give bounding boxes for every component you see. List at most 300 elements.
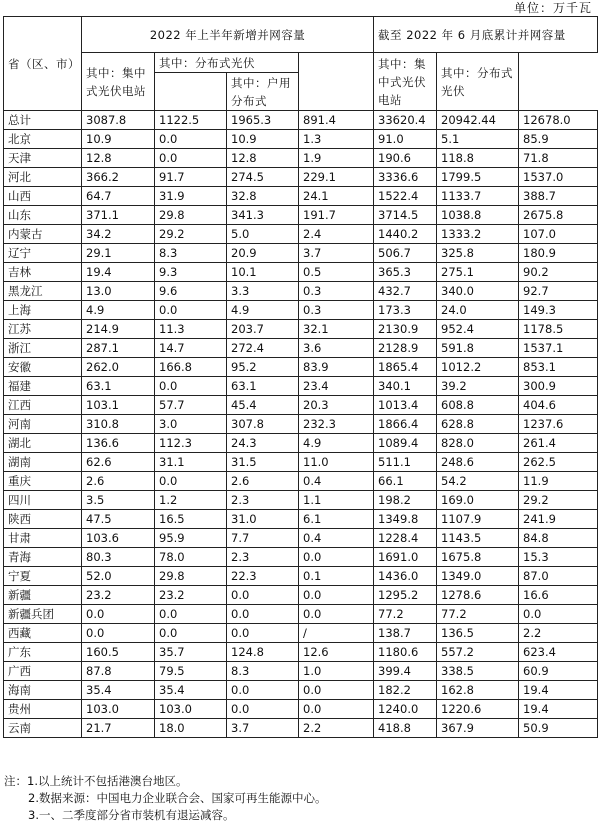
cell-new-household: 2.2 [299, 719, 374, 738]
cell-cum-central: 591.8 [437, 339, 519, 358]
cell-cum-distributed: 16.6 [519, 586, 598, 605]
cell-new-central: 57.7 [155, 396, 227, 415]
cell-province: 福建 [4, 377, 82, 396]
cell-province: 青海 [4, 548, 82, 567]
cell-new-total: 12.8 [82, 149, 155, 168]
cell-new-household: 20.3 [299, 396, 374, 415]
cell-new-central: 0.0 [155, 130, 227, 149]
cell-cum-distributed: 19.4 [519, 700, 598, 719]
cell-new-central: 9.6 [155, 282, 227, 301]
table-row [4, 130, 598, 149]
cell-cum-distributed: 241.9 [519, 510, 598, 529]
cell-new-total: 0.0 [82, 605, 155, 624]
cell-new-household: 83.9 [299, 358, 374, 377]
cell-province: 河北 [4, 168, 82, 187]
header-cum-distributed: 其中：分布式光伏 [437, 53, 519, 111]
cell-new-household: 0.0 [299, 681, 374, 700]
unit-label: 单位：万千瓦 [513, 1, 592, 15]
cell-cum-total: 190.6 [374, 149, 437, 168]
table-row [4, 111, 598, 130]
cell-province: 天津 [4, 149, 82, 168]
table-row [4, 187, 598, 206]
cell-new-household: 0.3 [299, 282, 374, 301]
cell-new-household: 4.9 [299, 434, 374, 453]
cell-new-central: 9.3 [155, 263, 227, 282]
cell-new-household: 1.1 [299, 491, 374, 510]
cell-cum-distributed: 1537.1 [519, 339, 598, 358]
cell-new-household: 0.1 [299, 567, 374, 586]
cell-cum-total: 1691.0 [374, 548, 437, 567]
cell-cum-central: 1133.7 [437, 187, 519, 206]
cell-new-total: 21.7 [82, 719, 155, 738]
table-row [4, 472, 598, 491]
cell-province: 江西 [4, 396, 82, 415]
cell-province: 甘肃 [4, 529, 82, 548]
cell-cum-total: 418.8 [374, 719, 437, 738]
cell-cum-total: 1180.6 [374, 643, 437, 662]
cell-cum-distributed: 1537.0 [519, 168, 598, 187]
table-row [4, 586, 598, 605]
cell-new-distributed: 341.3 [227, 206, 299, 225]
cell-province: 上海 [4, 301, 82, 320]
cell-cum-total: 2128.9 [374, 339, 437, 358]
cell-new-central: 112.3 [155, 434, 227, 453]
cell-province: 江苏 [4, 320, 82, 339]
cell-new-distributed: 1965.3 [227, 111, 299, 130]
cell-cum-total: 506.7 [374, 244, 437, 263]
cell-new-distributed: 307.8 [227, 415, 299, 434]
cell-province: 山西 [4, 187, 82, 206]
table-row [4, 567, 598, 586]
cell-province: 内蒙古 [4, 225, 82, 244]
cell-new-household: 23.4 [299, 377, 374, 396]
cell-new-total: 13.0 [82, 282, 155, 301]
cell-new-distributed: 0.0 [227, 624, 299, 643]
cell-cum-distributed: 29.2 [519, 491, 598, 510]
cell-new-distributed: 31.5 [227, 453, 299, 472]
header-cum-central: 其中：集中式光伏电站 [374, 53, 437, 111]
cell-cum-central: 136.5 [437, 624, 519, 643]
cell-province: 山东 [4, 206, 82, 225]
cell-new-distributed: 0.0 [227, 586, 299, 605]
cell-cum-distributed: 853.1 [519, 358, 598, 377]
cell-new-household: 12.6 [299, 643, 374, 662]
cell-province: 广西 [4, 662, 82, 681]
cell-cum-distributed: 180.9 [519, 244, 598, 263]
cell-new-central: 79.5 [155, 662, 227, 681]
cell-cum-distributed: 50.9 [519, 719, 598, 738]
cell-new-total: 371.1 [82, 206, 155, 225]
table-row [4, 453, 598, 472]
cell-cum-central: 338.5 [437, 662, 519, 681]
cell-new-distributed: 63.1 [227, 377, 299, 396]
cell-cum-distributed: 107.0 [519, 225, 598, 244]
cell-new-total: 0.0 [82, 624, 155, 643]
cell-new-central: 95.9 [155, 529, 227, 548]
cell-cum-central: 275.1 [437, 263, 519, 282]
cell-province: 云南 [4, 719, 82, 738]
cell-new-central: 18.0 [155, 719, 227, 738]
cell-province: 重庆 [4, 472, 82, 491]
footnote-3: 3.一、二季度部分省市装机有退运减容。 [28, 808, 235, 822]
cell-new-total: 103.1 [82, 396, 155, 415]
cell-cum-total: 399.4 [374, 662, 437, 681]
cell-new-central: 1.2 [155, 491, 227, 510]
table-row [4, 396, 598, 415]
cell-new-distributed: 4.9 [227, 301, 299, 320]
cell-cum-total: 173.3 [374, 301, 437, 320]
header-cumulative-capacity: 截至 2022 年 6 月底累计并网容量 [374, 17, 598, 53]
table-row [4, 491, 598, 510]
cell-new-distributed: 24.3 [227, 434, 299, 453]
cell-new-total: 103.0 [82, 700, 155, 719]
table-row [4, 681, 598, 700]
cell-cum-central: 24.0 [437, 301, 519, 320]
cell-new-total: 63.1 [82, 377, 155, 396]
table-row [4, 320, 598, 339]
table-row [4, 282, 598, 301]
cell-province: 陕西 [4, 510, 82, 529]
cell-new-total: 47.5 [82, 510, 155, 529]
cell-new-distributed: 95.2 [227, 358, 299, 377]
cell-new-central: 1122.5 [155, 111, 227, 130]
cell-cum-total: 432.7 [374, 282, 437, 301]
cell-cum-distributed: 0.0 [519, 605, 598, 624]
cell-new-household: 0.4 [299, 529, 374, 548]
cell-new-distributed: 10.9 [227, 130, 299, 149]
cell-new-central: 0.0 [155, 624, 227, 643]
cell-new-total: 10.9 [82, 130, 155, 149]
table-row [4, 168, 598, 187]
header-new-distributed: 其中：分布式光伏 [155, 53, 299, 73]
cell-cum-distributed: 84.8 [519, 529, 598, 548]
footnote-1: 注：1.以上统计不包括港澳台地区。 [4, 774, 188, 788]
cell-cum-total: 1440.2 [374, 225, 437, 244]
table-row [4, 377, 598, 396]
cell-cum-central: 367.9 [437, 719, 519, 738]
table-row [4, 719, 598, 738]
cell-new-total: 287.1 [82, 339, 155, 358]
cell-new-distributed: 3.3 [227, 282, 299, 301]
cell-cum-central: 828.0 [437, 434, 519, 453]
cell-cum-total: 138.7 [374, 624, 437, 643]
cell-new-central: 91.7 [155, 168, 227, 187]
cell-cum-distributed: 87.0 [519, 567, 598, 586]
cell-cum-distributed: 85.9 [519, 130, 598, 149]
cell-new-central: 29.2 [155, 225, 227, 244]
cell-cum-total: 77.2 [374, 605, 437, 624]
table-row [4, 510, 598, 529]
cell-new-total: 103.6 [82, 529, 155, 548]
cell-new-distributed: 20.9 [227, 244, 299, 263]
cell-cum-distributed: 15.3 [519, 548, 598, 567]
cell-new-total: 29.1 [82, 244, 155, 263]
cell-new-central: 78.0 [155, 548, 227, 567]
table-row [4, 244, 598, 263]
cell-new-distributed: 0.0 [227, 700, 299, 719]
cell-cum-central: 162.8 [437, 681, 519, 700]
cell-cum-central: 169.0 [437, 491, 519, 510]
cell-new-central: 3.0 [155, 415, 227, 434]
footnotes [4, 773, 326, 824]
cell-new-household: 232.3 [299, 415, 374, 434]
cell-cum-distributed: 149.3 [519, 301, 598, 320]
cell-cum-total: 1013.4 [374, 396, 437, 415]
cell-cum-total: 1089.4 [374, 434, 437, 453]
cell-cum-distributed: 300.9 [519, 377, 598, 396]
cell-cum-total: 198.2 [374, 491, 437, 510]
cell-new-distributed: 2.6 [227, 472, 299, 491]
cell-new-central: 103.0 [155, 700, 227, 719]
cell-new-total: 64.7 [82, 187, 155, 206]
cell-province: 浙江 [4, 339, 82, 358]
cell-new-central: 29.8 [155, 206, 227, 225]
pv-capacity-table [3, 16, 598, 738]
cell-new-central: 0.0 [155, 472, 227, 491]
cell-new-household: 0.5 [299, 263, 374, 282]
cell-new-central: 0.0 [155, 377, 227, 396]
cell-new-central: 0.0 [155, 301, 227, 320]
cell-new-household: 0.0 [299, 700, 374, 719]
cell-cum-total: 1349.8 [374, 510, 437, 529]
cell-new-household: 3.7 [299, 244, 374, 263]
cell-cum-central: 628.8 [437, 415, 519, 434]
cell-new-distributed: 22.3 [227, 567, 299, 586]
table-row [4, 225, 598, 244]
cell-province: 海南 [4, 681, 82, 700]
cell-new-household: 1.0 [299, 662, 374, 681]
cell-new-distributed: 203.7 [227, 320, 299, 339]
cell-cum-central: 340.0 [437, 282, 519, 301]
cell-new-distributed: 0.0 [227, 681, 299, 700]
cell-cum-central: 1038.8 [437, 206, 519, 225]
cell-new-total: 262.0 [82, 358, 155, 377]
cell-new-total: 52.0 [82, 567, 155, 586]
table-body [4, 111, 598, 738]
cell-cum-central: 5.1 [437, 130, 519, 149]
cell-cum-distributed: 71.8 [519, 149, 598, 168]
cell-new-distributed: 274.5 [227, 168, 299, 187]
cell-cum-total: 1295.2 [374, 586, 437, 605]
cell-cum-total: 1436.0 [374, 567, 437, 586]
cell-new-household: 0.0 [299, 605, 374, 624]
table-row [4, 301, 598, 320]
cell-province: 安徽 [4, 358, 82, 377]
cell-new-total: 62.6 [82, 453, 155, 472]
cell-cum-total: 1865.4 [374, 358, 437, 377]
cell-new-household: 891.4 [299, 111, 374, 130]
table-row [4, 700, 598, 719]
cell-cum-total: 365.3 [374, 263, 437, 282]
cell-cum-total: 3714.5 [374, 206, 437, 225]
cell-cum-total: 2130.9 [374, 320, 437, 339]
table-row [4, 529, 598, 548]
cell-province: 北京 [4, 130, 82, 149]
cell-new-household: 0.4 [299, 472, 374, 491]
cell-new-household: 0.0 [299, 548, 374, 567]
cell-new-total: 23.2 [82, 586, 155, 605]
cell-new-total: 366.2 [82, 168, 155, 187]
cell-province: 黑龙江 [4, 282, 82, 301]
cell-new-household: 2.4 [299, 225, 374, 244]
cell-province: 宁夏 [4, 567, 82, 586]
cell-new-distributed: 3.7 [227, 719, 299, 738]
cell-new-total: 3.5 [82, 491, 155, 510]
cell-new-household: 32.1 [299, 320, 374, 339]
cell-cum-distributed: 19.4 [519, 681, 598, 700]
cell-cum-central: 1278.6 [437, 586, 519, 605]
cell-province: 总计 [4, 111, 82, 130]
cell-cum-central: 54.2 [437, 472, 519, 491]
cell-new-distributed: 7.7 [227, 529, 299, 548]
cell-new-household: / [299, 624, 374, 643]
cell-cum-total: 340.1 [374, 377, 437, 396]
header-blank [155, 73, 227, 111]
table-row [4, 548, 598, 567]
cell-new-central: 166.8 [155, 358, 227, 377]
cell-new-distributed: 0.0 [227, 605, 299, 624]
cell-cum-total: 3336.6 [374, 168, 437, 187]
cell-new-household: 1.9 [299, 149, 374, 168]
cell-cum-central: 557.2 [437, 643, 519, 662]
cell-new-central: 14.7 [155, 339, 227, 358]
cell-new-central: 0.0 [155, 149, 227, 168]
cell-new-central: 35.7 [155, 643, 227, 662]
cell-new-central: 31.9 [155, 187, 227, 206]
cell-province: 吉林 [4, 263, 82, 282]
cell-new-household: 6.1 [299, 510, 374, 529]
cell-new-total: 160.5 [82, 643, 155, 662]
cell-cum-central: 118.8 [437, 149, 519, 168]
cell-cum-distributed: 262.5 [519, 453, 598, 472]
cell-cum-central: 325.8 [437, 244, 519, 263]
table-row [4, 415, 598, 434]
cell-new-household: 3.6 [299, 339, 374, 358]
cell-new-household: 229.1 [299, 168, 374, 187]
table-row [4, 605, 598, 624]
cell-new-total: 2.6 [82, 472, 155, 491]
cell-province: 四川 [4, 491, 82, 510]
cell-cum-total: 1522.4 [374, 187, 437, 206]
cell-cum-distributed: 1237.6 [519, 415, 598, 434]
cell-cum-central: 1333.2 [437, 225, 519, 244]
cell-cum-distributed: 92.7 [519, 282, 598, 301]
cell-cum-distributed: 60.9 [519, 662, 598, 681]
cell-cum-distributed: 2675.8 [519, 206, 598, 225]
cell-cum-central: 1012.2 [437, 358, 519, 377]
cell-new-distributed: 2.3 [227, 491, 299, 510]
cell-new-total: 214.9 [82, 320, 155, 339]
cell-new-household: 191.7 [299, 206, 374, 225]
cell-new-total: 3087.8 [82, 111, 155, 130]
table-row [4, 263, 598, 282]
cell-new-central: 0.0 [155, 605, 227, 624]
cell-cum-central: 20942.44 [437, 111, 519, 130]
cell-cum-distributed: 388.7 [519, 187, 598, 206]
cell-cum-central: 1107.9 [437, 510, 519, 529]
cell-cum-total: 66.1 [374, 472, 437, 491]
table-row [4, 662, 598, 681]
table-row [4, 358, 598, 377]
cell-cum-distributed: 2.2 [519, 624, 598, 643]
cell-new-total: 87.8 [82, 662, 155, 681]
cell-province: 贵州 [4, 700, 82, 719]
cell-new-central: 31.1 [155, 453, 227, 472]
cell-new-total: 310.8 [82, 415, 155, 434]
table-row [4, 206, 598, 225]
cell-new-central: 35.4 [155, 681, 227, 700]
cell-new-distributed: 272.4 [227, 339, 299, 358]
cell-cum-central: 39.2 [437, 377, 519, 396]
cell-cum-central: 1675.8 [437, 548, 519, 567]
cell-cum-central: 952.4 [437, 320, 519, 339]
cell-cum-central: 1143.5 [437, 529, 519, 548]
cell-new-distributed: 5.0 [227, 225, 299, 244]
header-province: 省（区、市） [4, 17, 82, 111]
cell-new-household: 24.1 [299, 187, 374, 206]
cell-cum-total: 511.1 [374, 453, 437, 472]
cell-cum-distributed: 261.4 [519, 434, 598, 453]
cell-new-distributed: 8.3 [227, 662, 299, 681]
table-row [4, 624, 598, 643]
cell-cum-total: 182.2 [374, 681, 437, 700]
cell-cum-total: 33620.4 [374, 111, 437, 130]
cell-new-distributed: 31.0 [227, 510, 299, 529]
table-row [4, 339, 598, 358]
cell-new-distributed: 45.4 [227, 396, 299, 415]
cell-cum-total: 1228.4 [374, 529, 437, 548]
cell-new-household: 11.0 [299, 453, 374, 472]
cell-new-total: 34.2 [82, 225, 155, 244]
cell-cum-central: 248.6 [437, 453, 519, 472]
cell-new-central: 16.5 [155, 510, 227, 529]
cell-new-distributed: 32.8 [227, 187, 299, 206]
table-row [4, 643, 598, 662]
cell-new-total: 35.4 [82, 681, 155, 700]
cell-cum-distributed: 90.2 [519, 263, 598, 282]
cell-province: 新疆 [4, 586, 82, 605]
cell-cum-distributed: 404.6 [519, 396, 598, 415]
header-new-capacity: 2022 年上半年新增并网容量 [82, 17, 374, 53]
cell-new-central: 11.3 [155, 320, 227, 339]
header-new-central: 其中：集中式光伏电站 [82, 53, 155, 111]
cell-cum-total: 1240.0 [374, 700, 437, 719]
cell-cum-total: 91.0 [374, 130, 437, 149]
cell-cum-central: 1220.6 [437, 700, 519, 719]
cell-new-household: 1.3 [299, 130, 374, 149]
cell-cum-central: 1799.5 [437, 168, 519, 187]
cell-new-total: 80.3 [82, 548, 155, 567]
cell-new-household: 0.3 [299, 301, 374, 320]
cell-cum-total: 1866.4 [374, 415, 437, 434]
header-blank [299, 53, 374, 111]
cell-new-central: 23.2 [155, 586, 227, 605]
header-new-household: 其中：户用分布式 [227, 73, 299, 111]
cell-cum-central: 1349.0 [437, 567, 519, 586]
cell-new-total: 4.9 [82, 301, 155, 320]
table-row [4, 434, 598, 453]
cell-cum-central: 608.8 [437, 396, 519, 415]
cell-province: 新疆兵团 [4, 605, 82, 624]
cell-province: 湖北 [4, 434, 82, 453]
cell-new-distributed: 10.1 [227, 263, 299, 282]
footnote-2: 2.数据来源：中国电力企业联合会、国家可再生能源中心。 [28, 791, 327, 805]
cell-new-total: 136.6 [82, 434, 155, 453]
cell-new-distributed: 12.8 [227, 149, 299, 168]
cell-province: 湖南 [4, 453, 82, 472]
table-row [4, 149, 598, 168]
cell-province: 广东 [4, 643, 82, 662]
